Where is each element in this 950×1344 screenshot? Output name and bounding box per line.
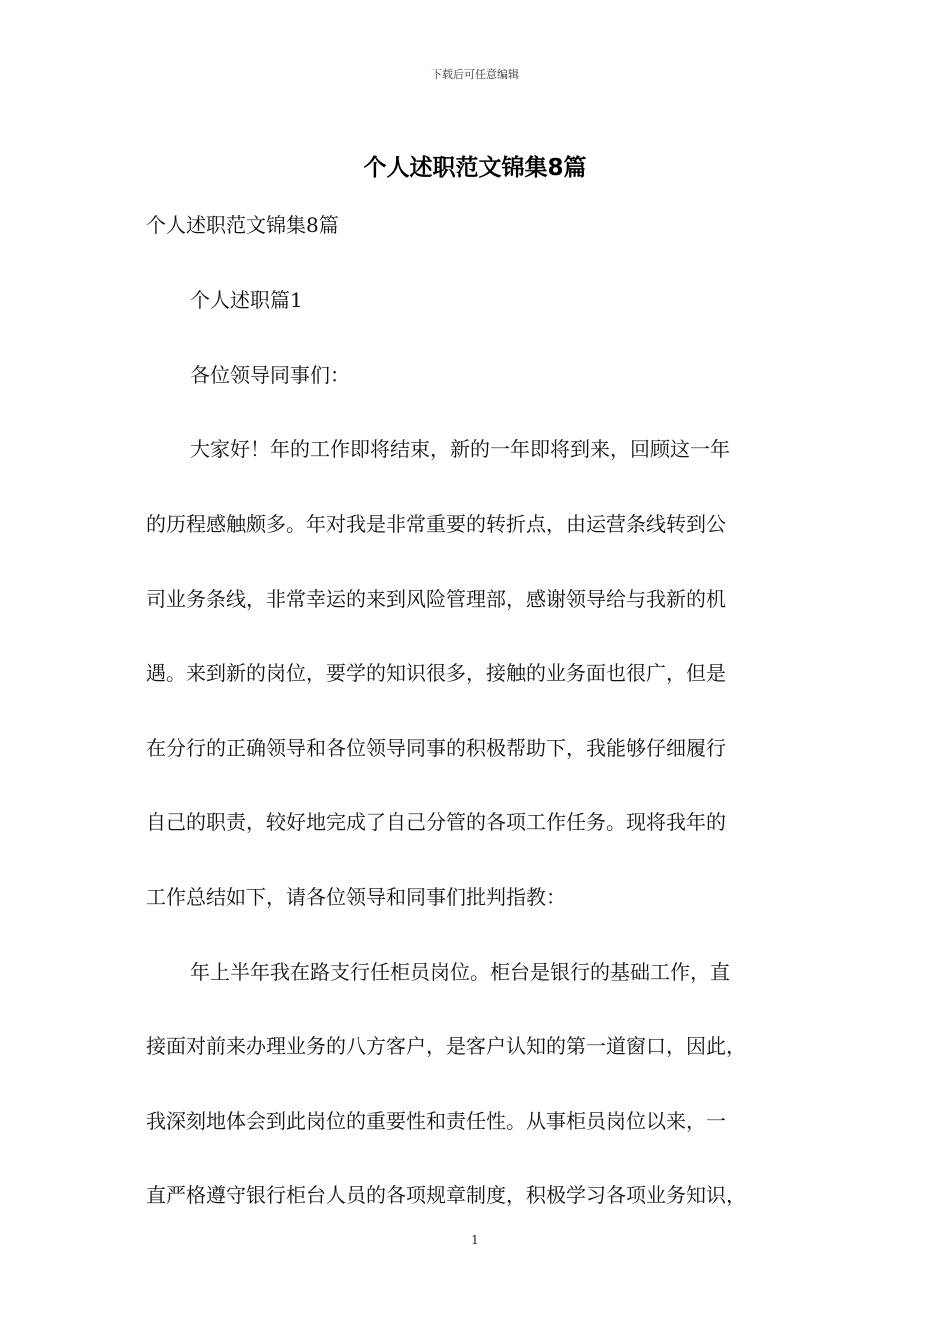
page-number: 1 [471,1233,479,1247]
salutation: 各位领导同事们： [190,363,350,387]
section-heading: 个人述职篇1 [190,288,303,312]
header-note: 下载后可任意编辑 [431,68,519,81]
document-title: 个人述职范文锦集8篇 [363,155,587,181]
body-line: 大家好！年的工作即将结束，新的一年即将到来，回顾这一年 [190,437,730,461]
body-line: 直严格遵守银行柜台人员的各项规章制度，积极学习各项业务知识， [146,1183,746,1207]
body-line: 年上半年我在路支行任柜员岗位。柜台是银行的基础工作，直 [190,960,730,984]
body-line: 遇。来到新的岗位，要学的知识很多，接触的业务面也很广，但是 [146,661,726,685]
subtitle-line: 个人述职范文锦集8篇 [146,213,339,237]
body-line: 接面对前来办理业务的八方客户，是客户认知的第一道窗口，因此， [146,1034,746,1058]
body-line: 工作总结如下，请各位领导和同事们批判指教： [146,885,566,909]
body-line: 自己的职责，较好地完成了自己分管的各项工作任务。现将我年的 [146,810,726,834]
body-line: 我深刻地体会到此岗位的重要性和责任性。从事柜员岗位以来，一 [146,1109,726,1133]
body-line: 在分行的正确领导和各位领导同事的积极帮助下，我能够仔细履行 [146,736,726,760]
body-line: 司业务条线，非常幸运的来到风险管理部，感谢领导给与我新的机 [146,587,726,611]
body-line: 的历程感触颇多。年对我是非常重要的转折点，由运营条线转到公 [146,512,726,536]
